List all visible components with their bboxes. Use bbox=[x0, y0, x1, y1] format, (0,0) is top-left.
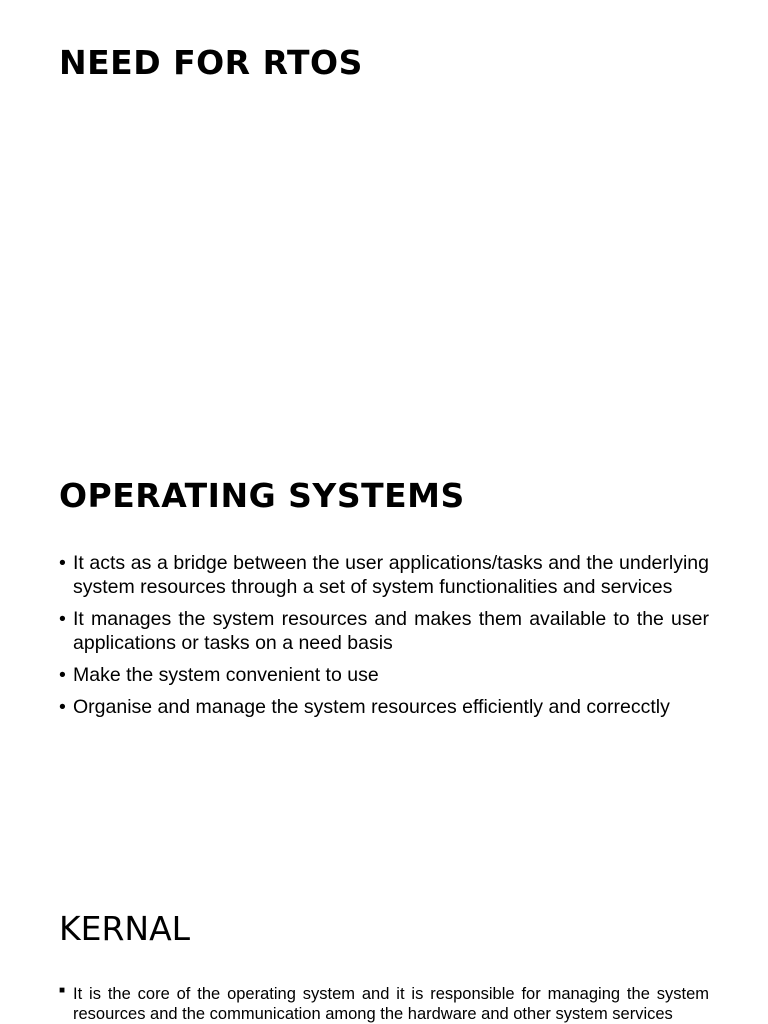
bullet-icon: • bbox=[59, 696, 66, 718]
bullet-item bbox=[59, 984, 709, 1024]
bullet-item bbox=[59, 551, 709, 599]
bullet-text: Make the system convenient to use bbox=[73, 664, 379, 686]
bullet-item bbox=[59, 695, 709, 719]
bullet-icon: • bbox=[59, 552, 66, 574]
slide-title-need-for-rtos: NEED FOR RTOS bbox=[59, 43, 363, 82]
bullet-text: It is the core of the operating system and it is responsible for managing the system resources and the communication among the hardware and other system services bbox=[73, 985, 709, 1023]
slide-title-kernal: KERNAL bbox=[59, 909, 191, 948]
slide-title-operating-systems: OPERATING SYSTEMS bbox=[59, 476, 465, 515]
bullet-text: It acts as a bridge between the user applications/tasks and the underlying system resources through a set of system functionalities and services bbox=[73, 552, 709, 598]
kernal-bullet-list bbox=[59, 984, 709, 1024]
bullet-icon: • bbox=[59, 608, 66, 630]
bullet-item bbox=[59, 607, 709, 655]
square-bullet-icon: ■ bbox=[59, 985, 66, 996]
operating-systems-bullet-list bbox=[59, 551, 709, 727]
bullet-text: It manages the system resources and makes them available to the user applications or tasks on a need basis bbox=[73, 608, 709, 654]
bullet-text: Organise and manage the system resources efficiently and correcctly bbox=[73, 696, 670, 718]
bullet-icon: • bbox=[59, 664, 66, 686]
bullet-item bbox=[59, 663, 709, 687]
